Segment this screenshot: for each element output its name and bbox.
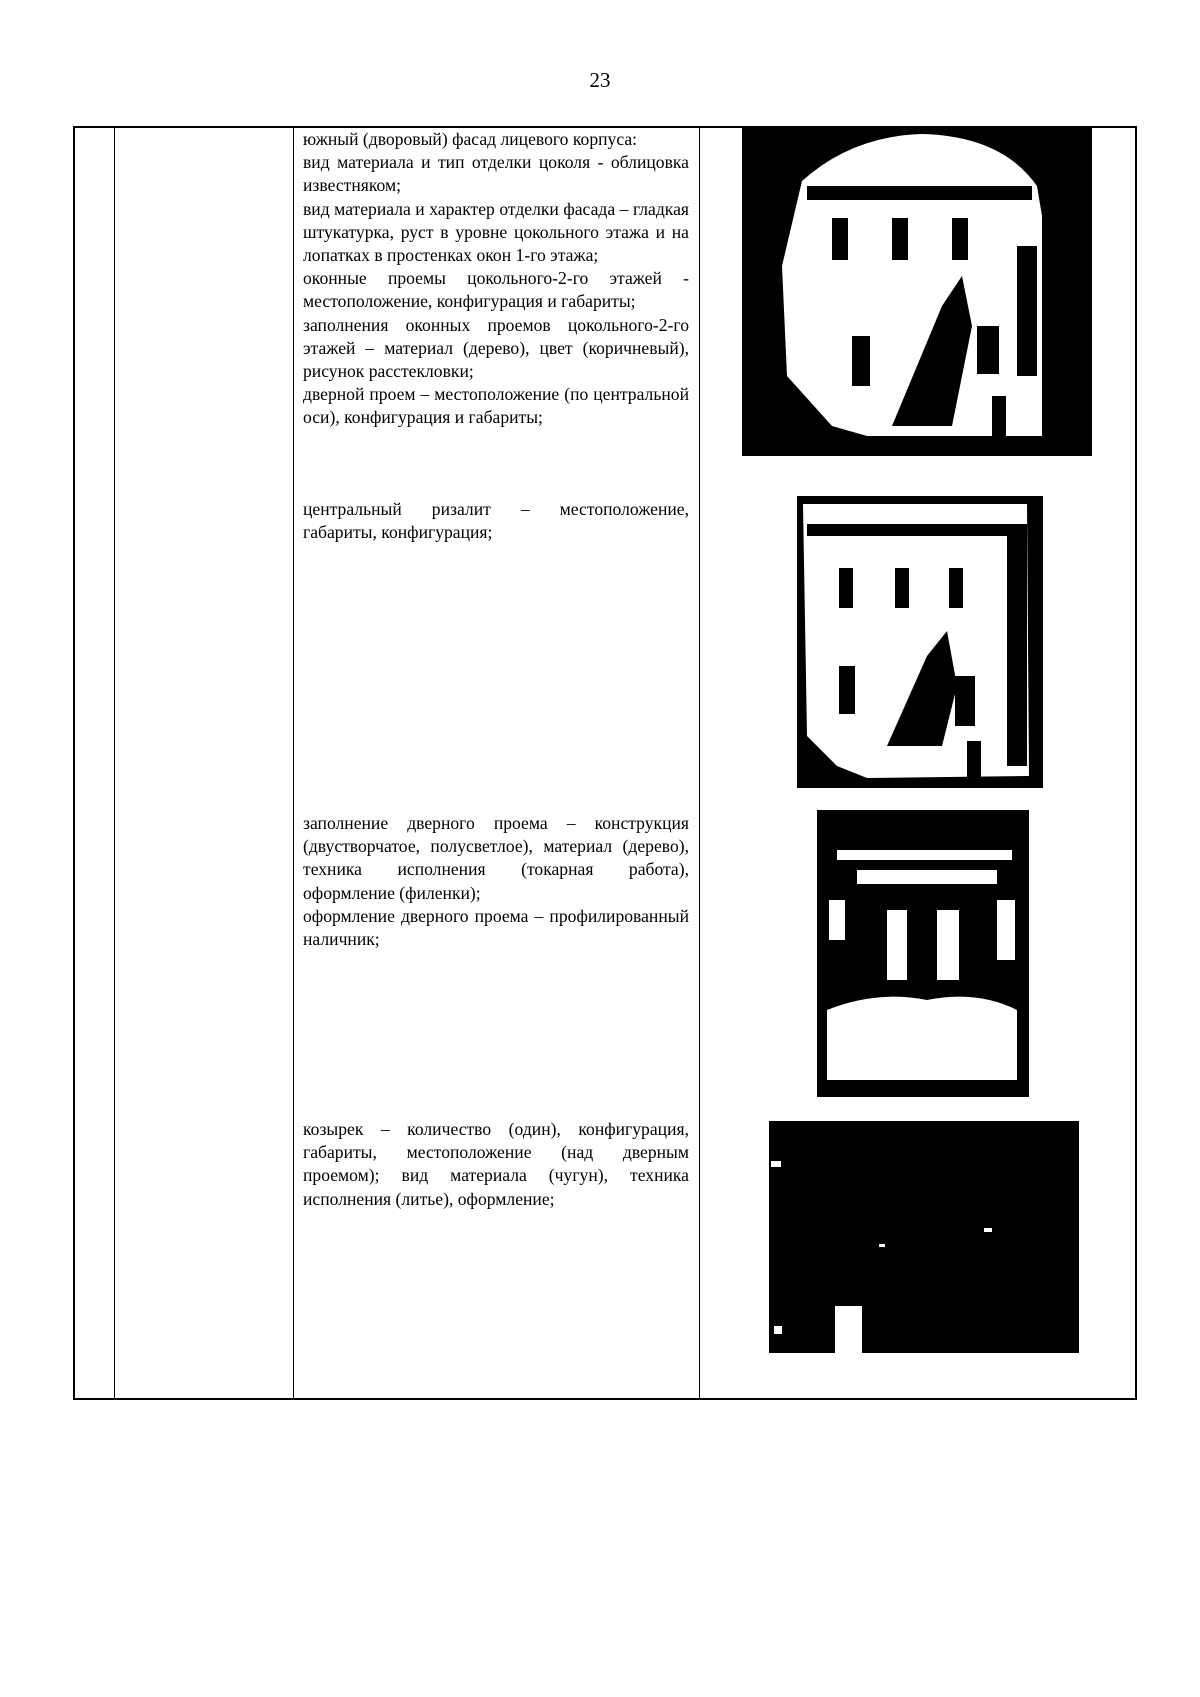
description-paragraph: южный (дворовый) фасад лицевого корпуса: xyxy=(303,129,638,149)
page-number: 23 xyxy=(589,68,611,92)
risalit-photo xyxy=(797,496,1043,788)
description-paragraph: заполнение дверного проема – конструкция (двустворчатое, полусветлое), материал (дерево), техника исполнения (токарная работа), оформление (филенки); xyxy=(303,813,689,903)
description-block xyxy=(303,128,689,430)
facade-photo xyxy=(742,126,1092,456)
description-paragraph: вид материала и тип отделки цоколя - облицовка известняком; xyxy=(303,152,689,196)
column-divider xyxy=(293,128,294,1398)
description-block xyxy=(303,812,689,951)
description-block xyxy=(303,1118,689,1211)
description-paragraph: вид материала и характер отделки фасада – гладкая штукатурка, руст в уровне цокольного этажа и на лопатках в простенках окон 1-го этажа; xyxy=(303,198,689,266)
column-divider xyxy=(114,128,115,1398)
description-paragraph: козырек – количество (один), конфигурация, габариты, местоположение (над дверным проемом); вид материала (чугун), техника исполнения (литье), оформление; xyxy=(303,1119,689,1209)
description-paragraph: дверной проем – местоположение (по центральной оси), конфигурация и габариты; xyxy=(303,384,689,428)
door-photo xyxy=(817,810,1029,1097)
canopy-photo xyxy=(769,1121,1079,1353)
description-paragraph: оконные проемы цокольного-2-го этажей - местоположение, конфигурация и габариты; xyxy=(303,268,689,312)
description-paragraph: оформление дверного проема – профилированный наличник; xyxy=(303,905,689,950)
description-block xyxy=(303,498,689,544)
column-divider xyxy=(699,128,700,1398)
description-paragraph: центральный ризалит – местоположение, габариты, конфигурация; xyxy=(303,499,689,543)
description-paragraph: заполнения оконных проемов цокольного-2-го этажей – материал (дерево), цвет (коричневый), рисунок расстекловки; xyxy=(303,314,689,382)
